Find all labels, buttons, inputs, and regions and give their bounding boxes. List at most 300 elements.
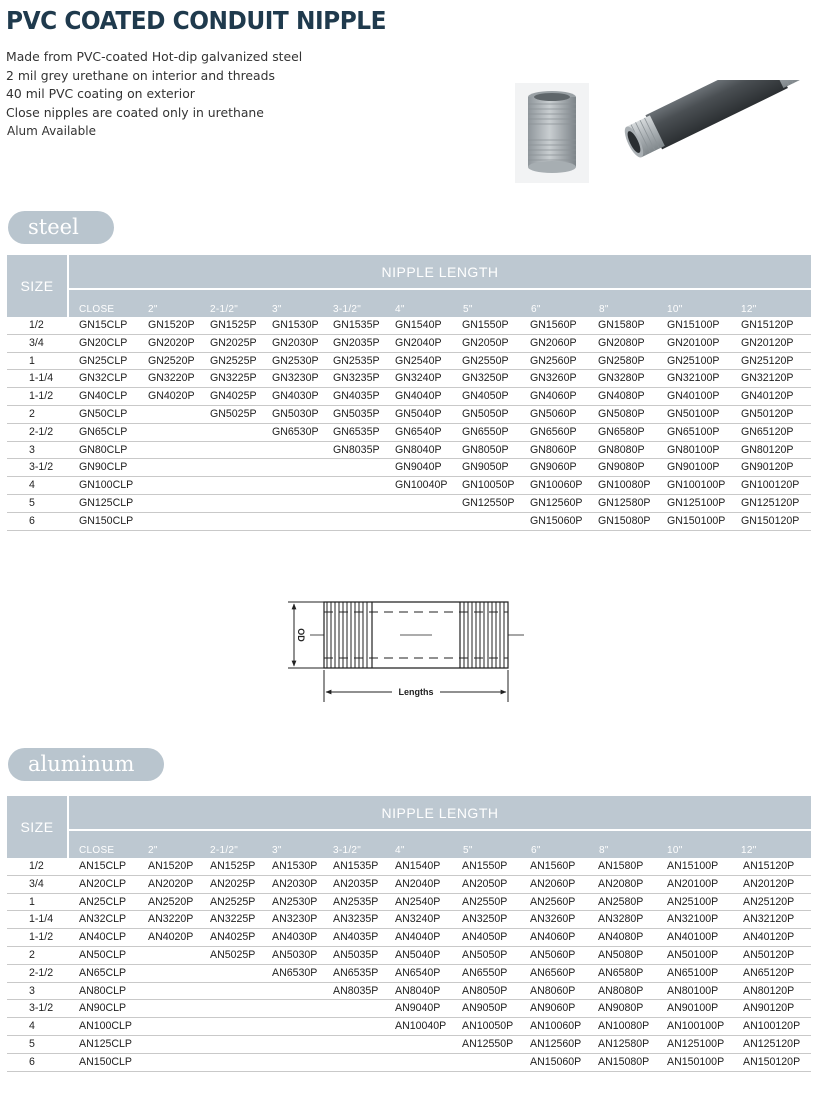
- size-cell: 1-1/2: [29, 931, 54, 944]
- part-cell: GN20120P: [741, 336, 794, 349]
- part-cell: AN150120P: [743, 1055, 801, 1068]
- part-cell: GN9050P: [462, 461, 509, 474]
- part-cell: GN3225P: [210, 372, 257, 385]
- part-cell: GN4035P: [333, 390, 380, 403]
- part-cell: GN20100P: [667, 336, 720, 349]
- part-cell: GN65100P: [667, 425, 720, 438]
- length-col-10in: 10": [667, 845, 683, 856]
- part-cell: GN3280P: [598, 372, 645, 385]
- part-cell: GN15120P: [741, 319, 794, 331]
- part-cell: AN15CLP: [79, 860, 127, 872]
- part-cell: AN50100P: [667, 948, 719, 961]
- part-cell: GN32CLP: [79, 372, 128, 385]
- table-row: [7, 335, 811, 353]
- part-cell: GN8050P: [462, 443, 509, 456]
- part-cell: GN5080P: [598, 407, 645, 420]
- part-cell: AN50120P: [743, 948, 795, 961]
- part-cell: AN4020P: [148, 931, 194, 944]
- part-cell: AN1560P: [530, 860, 576, 872]
- part-cell: AN150CLP: [79, 1055, 132, 1068]
- part-cell: GN8040P: [395, 443, 442, 456]
- part-cell: GN2030P: [272, 336, 319, 349]
- section-label-steel: steel: [8, 211, 114, 244]
- length-col-6in: 6": [531, 304, 541, 315]
- part-cell: AN20120P: [743, 877, 795, 890]
- part-cell: GN20CLP: [79, 336, 128, 349]
- size-cell: 6: [29, 1055, 35, 1068]
- part-cell: GN9060P: [530, 461, 577, 474]
- part-cell: GN32120P: [741, 372, 794, 385]
- part-cell: AN3225P: [210, 913, 256, 926]
- part-cell: GN40120P: [741, 390, 794, 403]
- part-cell: AN9050P: [462, 1002, 508, 1015]
- table-row: [7, 459, 811, 477]
- part-cell: AN8035P: [333, 984, 379, 997]
- part-cell: AN6580P: [598, 966, 644, 979]
- part-cell: GN125120P: [741, 496, 800, 509]
- part-cell: GN8060P: [530, 443, 577, 456]
- table-row: [7, 911, 811, 929]
- length-col-3-5in: 3-1/2": [333, 845, 362, 856]
- part-cell: GN2525P: [210, 354, 257, 367]
- table-row: [7, 424, 811, 442]
- part-cell: GN5050P: [462, 407, 509, 420]
- table-row: [7, 370, 811, 388]
- length-col-8in: 8": [599, 304, 609, 315]
- part-cell: AN1530P: [272, 860, 318, 872]
- table-row: [7, 1054, 811, 1072]
- part-cell: AN3280P: [598, 913, 644, 926]
- part-cell: GN15080P: [598, 514, 651, 527]
- size-cell: 5: [29, 1037, 35, 1050]
- part-cell: GN3260P: [530, 372, 577, 385]
- size-cell: 2-1/2: [29, 966, 54, 979]
- part-cell: GN2560P: [530, 354, 577, 367]
- part-cell: AN80CLP: [79, 984, 127, 997]
- part-cell: AN100CLP: [79, 1020, 132, 1033]
- part-cell: GN4020P: [148, 390, 195, 403]
- part-cell: AN40120P: [743, 931, 795, 944]
- part-cell: GN50120P: [741, 407, 794, 420]
- length-col-6in: 6": [531, 845, 541, 856]
- part-cell: GN2550P: [462, 354, 509, 367]
- part-cell: AN5030P: [272, 948, 318, 961]
- part-cell: AN3235P: [333, 913, 379, 926]
- part-cell: GN5060P: [530, 407, 577, 420]
- part-cell: AN125CLP: [79, 1037, 132, 1050]
- part-cell: GN150CLP: [79, 514, 134, 527]
- part-cell: GN10040P: [395, 479, 448, 492]
- part-cell: AN50CLP: [79, 948, 127, 961]
- part-cell: GN40CLP: [79, 390, 128, 403]
- part-cell: GN5030P: [272, 407, 319, 420]
- part-cell: AN2025P: [210, 877, 256, 890]
- length-col-2-5in: 2-1/2": [210, 304, 239, 315]
- part-cell: AN25120P: [743, 895, 795, 908]
- part-cell: GN12550P: [462, 496, 515, 509]
- part-cell: GN1535P: [333, 319, 380, 331]
- part-cell: GN3250P: [462, 372, 509, 385]
- feature-line: Alum Available: [7, 124, 96, 138]
- part-cell: AN2050P: [462, 877, 508, 890]
- steel-rows: [7, 317, 811, 531]
- part-cell: GN4025P: [210, 390, 257, 403]
- part-cell: GN4080P: [598, 390, 645, 403]
- length-col-5in: 5": [463, 304, 473, 315]
- part-cell: GN6540P: [395, 425, 442, 438]
- size-cell: 5: [29, 496, 35, 509]
- part-cell: AN2520P: [148, 895, 194, 908]
- part-cell: AN5050P: [462, 948, 508, 961]
- size-cell: 3-1/2: [29, 461, 54, 474]
- part-cell: GN4060P: [530, 390, 577, 403]
- part-cell: AN9080P: [598, 1002, 644, 1015]
- part-cell: AN65120P: [743, 966, 795, 979]
- part-cell: AN2550P: [462, 895, 508, 908]
- part-cell: AN10040P: [395, 1020, 447, 1033]
- part-cell: AN80120P: [743, 984, 795, 997]
- part-cell: AN125100P: [667, 1037, 725, 1050]
- part-cell: AN4050P: [462, 931, 508, 944]
- part-cell: GN100100P: [667, 479, 726, 492]
- part-cell: GN80120P: [741, 443, 794, 456]
- part-cell: AN1580P: [598, 860, 644, 872]
- length-col-5in: 5": [463, 845, 473, 856]
- part-cell: AN5040P: [395, 948, 441, 961]
- part-cell: AN3240P: [395, 913, 441, 926]
- part-cell: GN1530P: [272, 319, 319, 331]
- part-cell: GN15100P: [667, 319, 720, 331]
- part-cell: GN150120P: [741, 514, 800, 527]
- table-row: [7, 1036, 811, 1054]
- part-cell: GN125100P: [667, 496, 726, 509]
- part-cell: GN90100P: [667, 461, 720, 474]
- part-cell: GN4030P: [272, 390, 319, 403]
- part-cell: AN90CLP: [79, 1002, 127, 1015]
- table-row: [7, 983, 811, 1001]
- feature-line: Made from PVC-coated Hot-dip galvanized steel: [6, 49, 303, 64]
- table-row: [7, 947, 811, 965]
- length-subheader: [69, 831, 811, 858]
- part-cell: GN1540P: [395, 319, 442, 331]
- length-col-3in: 3": [272, 304, 282, 315]
- part-cell: AN20100P: [667, 877, 719, 890]
- part-cell: AN150100P: [667, 1055, 725, 1068]
- part-cell: GN90CLP: [79, 461, 128, 474]
- part-cell: AN2560P: [530, 895, 576, 908]
- part-cell: GN5040P: [395, 407, 442, 420]
- part-cell: AN1540P: [395, 860, 441, 872]
- part-cell: AN2530P: [272, 895, 318, 908]
- part-cell: AN25CLP: [79, 895, 127, 908]
- part-cell: GN2580P: [598, 354, 645, 367]
- coated-nipple-image: [620, 80, 812, 162]
- part-cell: AN4040P: [395, 931, 441, 944]
- table-row: [7, 406, 811, 424]
- part-cell: AN2030P: [272, 877, 318, 890]
- part-cell: GN15CLP: [79, 319, 128, 331]
- feature-line: 40 mil PVC coating on exterior: [6, 86, 195, 101]
- size-cell: 1-1/4: [29, 372, 54, 385]
- part-cell: GN4040P: [395, 390, 442, 403]
- length-col-4in: 4": [395, 845, 405, 856]
- part-cell: GN3240P: [395, 372, 442, 385]
- part-cell: AN4035P: [333, 931, 379, 944]
- length-subheader: [69, 290, 811, 317]
- part-cell: GN1560P: [530, 319, 577, 331]
- part-cell: GN125CLP: [79, 496, 134, 509]
- part-cell: AN100120P: [743, 1020, 801, 1033]
- section-label-aluminum: aluminum: [8, 748, 164, 781]
- part-cell: GN2535P: [333, 354, 380, 367]
- size-cell: 1: [29, 895, 35, 908]
- length-col-3in: 3": [272, 845, 282, 856]
- feature-list: [6, 48, 302, 141]
- part-cell: GN3235P: [333, 372, 380, 385]
- part-cell: GN5025P: [210, 407, 257, 420]
- part-cell: AN32CLP: [79, 913, 127, 926]
- part-cell: AN3260P: [530, 913, 576, 926]
- table-row: [7, 317, 811, 335]
- part-cell: AN10050P: [462, 1020, 514, 1033]
- part-cell: GN100CLP: [79, 479, 134, 492]
- part-cell: AN1520P: [148, 860, 194, 872]
- part-cell: GN2060P: [530, 336, 577, 349]
- part-cell: GN6560P: [530, 425, 577, 438]
- part-cell: AN6560P: [530, 966, 576, 979]
- table-row: [7, 858, 811, 876]
- part-cell: AN15060P: [530, 1055, 582, 1068]
- part-cell: AN6540P: [395, 966, 441, 979]
- part-cell: GN6580P: [598, 425, 645, 438]
- table-row: [7, 1018, 811, 1036]
- size-header: SIZE: [7, 796, 67, 858]
- part-cell: GN15060P: [530, 514, 583, 527]
- size-cell: 4: [29, 479, 35, 492]
- length-col-3-5in: 3-1/2": [333, 304, 362, 315]
- part-cell: AN12580P: [598, 1037, 650, 1050]
- part-cell: AN2080P: [598, 877, 644, 890]
- part-cell: AN1550P: [462, 860, 508, 872]
- part-cell: GN2080P: [598, 336, 645, 349]
- part-cell: AN5025P: [210, 948, 256, 961]
- part-cell: AN40100P: [667, 931, 719, 944]
- part-cell: GN3220P: [148, 372, 195, 385]
- part-cell: AN5080P: [598, 948, 644, 961]
- part-cell: AN90100P: [667, 1002, 719, 1015]
- length-col-2-5in: 2-1/2": [210, 845, 239, 856]
- part-cell: AN8060P: [530, 984, 576, 997]
- part-cell: GN90120P: [741, 461, 794, 474]
- part-cell: AN2525P: [210, 895, 256, 908]
- size-cell: 3/4: [29, 877, 44, 890]
- feature-line: Close nipples are coated only in urethane: [6, 104, 264, 120]
- aluminum-rows: [7, 858, 811, 1072]
- part-cell: GN25100P: [667, 354, 720, 367]
- part-cell: GN2520P: [148, 354, 195, 367]
- part-cell: GN10060P: [530, 479, 583, 492]
- part-cell: AN12550P: [462, 1037, 514, 1050]
- part-cell: AN2580P: [598, 895, 644, 908]
- part-cell: GN2530P: [272, 354, 319, 367]
- size-cell: 1/2: [29, 319, 44, 331]
- lengths-label: Lengths: [398, 687, 434, 697]
- length-col-4in: 4": [395, 304, 405, 315]
- size-cell: 1-1/4: [29, 913, 54, 926]
- table-row: [7, 929, 811, 947]
- part-cell: GN65120P: [741, 425, 794, 438]
- size-cell: 4: [29, 1020, 35, 1033]
- table-row: [7, 353, 811, 371]
- length-col-12in: 12": [741, 304, 757, 315]
- part-cell: GN80CLP: [79, 443, 128, 456]
- size-cell: 3: [29, 443, 35, 456]
- part-cell: AN2535P: [333, 895, 379, 908]
- part-cell: AN20CLP: [79, 877, 127, 890]
- part-cell: AN2020P: [148, 877, 194, 890]
- part-cell: GN4050P: [462, 390, 509, 403]
- part-cell: AN9040P: [395, 1002, 441, 1015]
- part-cell: GN25120P: [741, 354, 794, 367]
- table-row: [7, 965, 811, 983]
- part-cell: GN3230P: [272, 372, 319, 385]
- table-row: [7, 513, 811, 531]
- part-cell: AN3230P: [272, 913, 318, 926]
- part-cell: GN2050P: [462, 336, 509, 349]
- part-cell: AN5035P: [333, 948, 379, 961]
- part-cell: GN40100P: [667, 390, 720, 403]
- size-cell: 2: [29, 407, 35, 420]
- part-cell: AN125120P: [743, 1037, 801, 1050]
- part-cell: GN2020P: [148, 336, 195, 349]
- part-cell: GN8080P: [598, 443, 645, 456]
- part-cell: AN8050P: [462, 984, 508, 997]
- part-cell: AN6550P: [462, 966, 508, 979]
- part-cell: AN15080P: [598, 1055, 650, 1068]
- size-header: SIZE: [7, 255, 67, 317]
- part-cell: AN32120P: [743, 913, 795, 926]
- part-cell: AN100100P: [667, 1020, 725, 1033]
- part-cell: AN8080P: [598, 984, 644, 997]
- part-cell: GN6535P: [333, 425, 380, 438]
- part-cell: AN25100P: [667, 895, 719, 908]
- feature-line: 2 mil grey urethane on interior and threads: [6, 67, 275, 83]
- part-cell: GN6530P: [272, 425, 319, 438]
- length-col-close: CLOSE: [79, 304, 115, 315]
- part-cell: AN8040P: [395, 984, 441, 997]
- table-row: [7, 876, 811, 894]
- part-cell: AN32100P: [667, 913, 719, 926]
- part-cell: GN65CLP: [79, 425, 128, 438]
- length-col-close: CLOSE: [79, 845, 115, 856]
- part-cell: GN9040P: [395, 461, 442, 474]
- length-col-12in: 12": [741, 845, 757, 856]
- part-cell: GN2040P: [395, 336, 442, 349]
- part-cell: GN2540P: [395, 354, 442, 367]
- part-cell: GN9080P: [598, 461, 645, 474]
- part-cell: GN150100P: [667, 514, 726, 527]
- table-row: [7, 388, 811, 406]
- part-cell: AN4080P: [598, 931, 644, 944]
- table-row: [7, 495, 811, 513]
- part-cell: AN9060P: [530, 1002, 576, 1015]
- part-cell: AN10060P: [530, 1020, 582, 1033]
- part-cell: GN8035P: [333, 443, 380, 456]
- page-title: PVC COATED CONDUIT NIPPLE: [6, 6, 387, 35]
- nipple-dimension-diagram: [280, 590, 540, 710]
- table-row: [7, 442, 811, 460]
- part-cell: AN6530P: [272, 966, 318, 979]
- part-cell: GN50CLP: [79, 407, 128, 420]
- length-col-2in: 2": [148, 304, 158, 315]
- part-cell: GN2035P: [333, 336, 380, 349]
- nipple-length-header: NIPPLE LENGTH: [69, 255, 811, 288]
- part-cell: AN15120P: [743, 860, 795, 872]
- part-cell: AN40CLP: [79, 931, 127, 944]
- part-cell: GN1580P: [598, 319, 645, 331]
- part-cell: GN1550P: [462, 319, 509, 331]
- part-cell: GN6550P: [462, 425, 509, 438]
- part-cell: AN1525P: [210, 860, 256, 872]
- part-cell: GN25CLP: [79, 354, 128, 367]
- part-cell: AN6535P: [333, 966, 379, 979]
- od-label: OD: [296, 628, 306, 642]
- size-cell: 1: [29, 354, 35, 367]
- size-cell: 6: [29, 514, 35, 527]
- part-cell: AN90120P: [743, 1002, 795, 1015]
- part-cell: AN3250P: [462, 913, 508, 926]
- part-cell: GN10050P: [462, 479, 515, 492]
- part-cell: GN12560P: [530, 496, 583, 509]
- part-cell: GN12580P: [598, 496, 651, 509]
- part-cell: GN80100P: [667, 443, 720, 456]
- size-cell: 3/4: [29, 336, 44, 349]
- part-cell: GN5035P: [333, 407, 380, 420]
- part-cell: GN100120P: [741, 479, 800, 492]
- part-cell: AN2035P: [333, 877, 379, 890]
- close-nipple-image: [528, 91, 576, 173]
- part-cell: GN2025P: [210, 336, 257, 349]
- part-cell: AN65CLP: [79, 966, 127, 979]
- length-col-2in: 2": [148, 845, 158, 856]
- part-cell: GN10080P: [598, 479, 651, 492]
- length-col-8in: 8": [599, 845, 609, 856]
- part-cell: GN1520P: [148, 319, 195, 331]
- nipple-length-header: NIPPLE LENGTH: [69, 796, 811, 829]
- table-row: [7, 894, 811, 912]
- table-row: [7, 1000, 811, 1018]
- part-cell: AN5060P: [530, 948, 576, 961]
- size-cell: 2-1/2: [29, 425, 54, 438]
- part-cell: GN1525P: [210, 319, 257, 331]
- part-cell: AN2060P: [530, 877, 576, 890]
- part-cell: GN32100P: [667, 372, 720, 385]
- part-cell: AN4060P: [530, 931, 576, 944]
- part-cell: AN2040P: [395, 877, 441, 890]
- product-photo: [512, 80, 812, 190]
- part-cell: AN10080P: [598, 1020, 650, 1033]
- part-cell: AN80100P: [667, 984, 719, 997]
- part-cell: AN15100P: [667, 860, 719, 872]
- table-row: [7, 477, 811, 495]
- part-cell: AN4030P: [272, 931, 318, 944]
- size-cell: 1/2: [29, 860, 44, 872]
- size-cell: 3: [29, 984, 35, 997]
- part-cell: AN4025P: [210, 931, 256, 944]
- part-cell: GN50100P: [667, 407, 720, 420]
- part-cell: AN3220P: [148, 913, 194, 926]
- size-cell: 2: [29, 948, 35, 961]
